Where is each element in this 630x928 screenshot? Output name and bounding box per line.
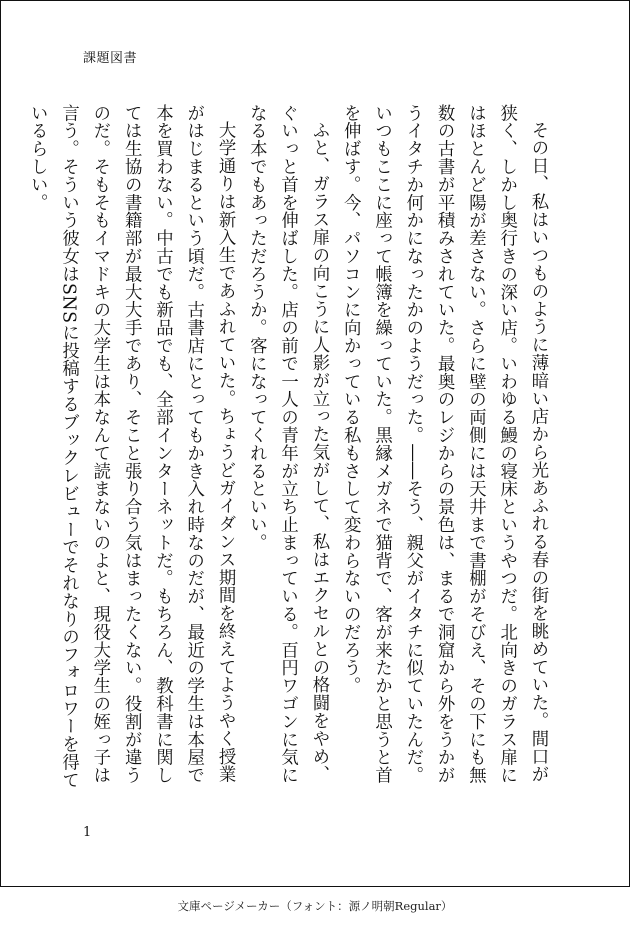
paragraph: ふと、ガラス扉の向こうに人影が立った気がして、私はエクセルとの格闘をやめ、ぐいっと首を伸ばした。店の前で一人の青年が立ち止まっている。百円ワゴンに気になる本でもあっただろうか。客になってくれるといい。 (246, 104, 329, 785)
paragraph: 大学通りは新入生であふれていた。ちょうどガイダンス期間を終えてようやく授業がはじまるという頃だ。古書店にとってもかき入れ時なのだが、最近の学生は本屋で本を買わない。中古でも新品でも、全部インターネットだ。もちろん、教科書に関しては生協の書籍部が最大大手であり、そこと張り合う気はまったくない。役割が違うのだ。そもそもイマドキの大学生は本なんて読まないのよと、現役大学生の姪っ子は言う。そういう彼女はSNSに投稿するブックレビューでそれなりのフォロワーを得ているらしい。 (27, 104, 236, 789)
vertical-text-body (27, 104, 553, 799)
running-head: 課題図書 (83, 51, 138, 66)
paragraph: その日、私はいつものように薄暗い店から光あふれる春の街を眺めていた。間口が狭く、しかし奥行きの深い店。いわゆる鰻の寝床というやつだ。北向きのガラス扉にはほとんど陽が差さない。さらに壁の両側には天井まで書棚がそびえ、その下にも無数の古書が平積みされていた。最奥のレジからの景色は、まるで洞窟から外をうかがうイタチか何かになったかのようだった。――そう、親父がイタチに似ていたんだ。いつもここに座って帳簿を繰っていた。黒縁メガネで猫背で、客が来たかと思うと首を伸ばす。今、パソコンに向かっている私もさして変わらないのだろう。 (340, 104, 548, 785)
footer-caption: 文庫ページメーカー（フォント：源ノ明朝Regular） (177, 899, 453, 913)
page-number: 1 (83, 825, 92, 840)
